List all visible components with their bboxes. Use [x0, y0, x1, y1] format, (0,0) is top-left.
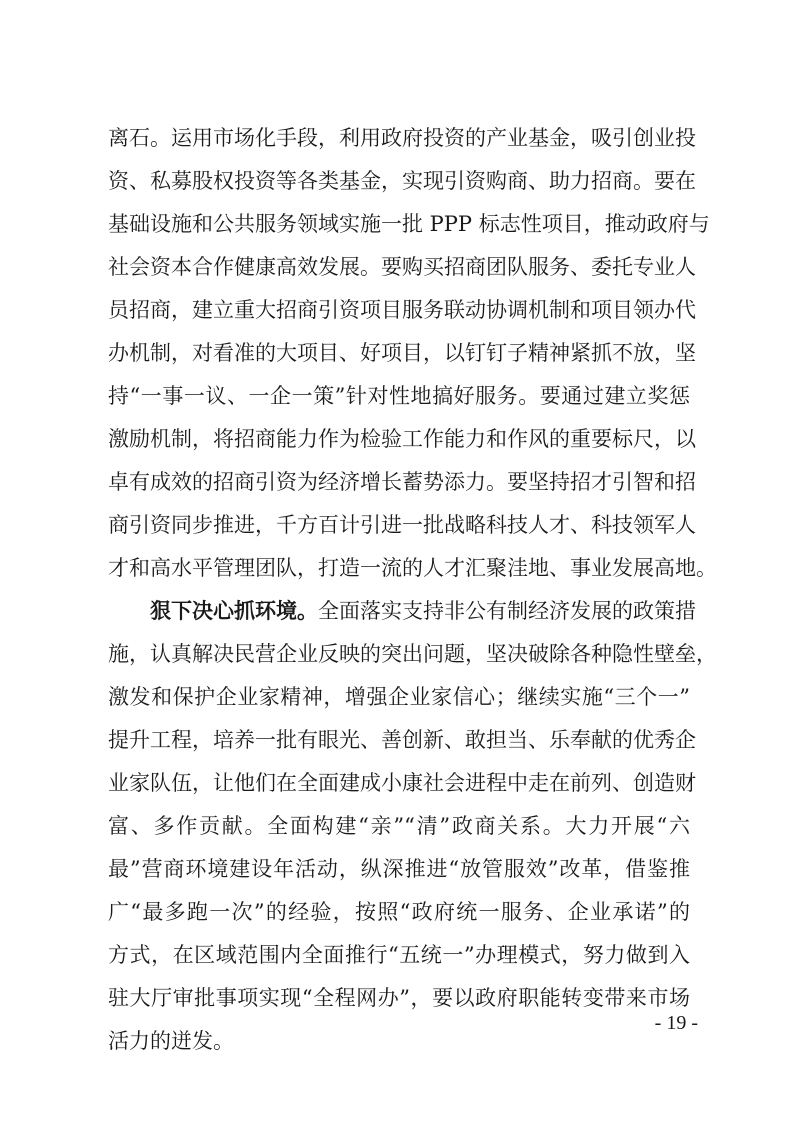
body-text-line: 持“一事一议、一企一策”针对性地搞好服务。要通过建立奖惩 — [108, 384, 690, 408]
body-text-line: 业家队伍，让他们在全面建成小康社会进程中走在前列、创造财 — [108, 771, 696, 795]
body-text-line: 提升工程，培养一批有眼光、善创新、敢担当、乐奉献的优秀企 — [108, 728, 696, 752]
body-text-line: 施，认真解决民营企业反映的突出问题，坚决破除各种隐性壁垒， — [108, 642, 717, 666]
paragraph-first-line — [150, 591, 696, 631]
body-text-line: 激励机制，将招商能力作为检验工作能力和作风的重要标尺，以 — [108, 427, 696, 451]
body-text-line: 卓有成效的招商引资为经济增长蓄势添力。要坚持招才引智和招 — [108, 470, 696, 494]
body-text-line: 办机制，对看准的大项目、好项目，以钉钉子精神紧抓不放，坚 — [108, 341, 696, 365]
body-text-line: 资、私募股权投资等各类基金，实现引资购商、助力招商。要在 — [108, 169, 696, 193]
body-text-line: 驻大厅审批事项实现“全程网办”，要以政府职能转变带来市场 — [108, 986, 690, 1010]
body-text-line: 最”营商环境建设年活动，纵深推进“放管服效”改革，借鉴推 — [108, 857, 690, 881]
body-text-span: 全面落实支持非公有制经济发展的政策措 — [318, 599, 696, 623]
body-text-line: 广“最多跑一次”的经验，按照“政府统一服务、企业承诺”的 — [108, 900, 690, 924]
body-text-line: 方式，在区域范围内全面推行“五统一”办理模式，努力做到入 — [108, 943, 690, 967]
body-text-line: 离石。运用市场化手段，利用政府投资的产业基金，吸引创业投 — [108, 126, 696, 150]
body-text-line: 活力的迸发。 — [108, 1029, 234, 1053]
body-text-line: 激发和保护企业家精神，增强企业家信心；继续实施“三个一” — [108, 685, 690, 709]
body-text-line: 基础设施和公共服务领域实施一批 PPP 标志性项目，推动政府与 — [108, 212, 710, 236]
page-number: - 19 - — [654, 1012, 698, 1034]
body-text-line: 才和高水平管理团队，打造一流的人才汇聚洼地、事业发展高地。 — [108, 556, 717, 580]
body-text-line: 社会资本合作健康高效发展。要购买招商团队服务、委托专业人 — [108, 255, 696, 279]
body-text-line: 员招商，建立重大招商引资项目服务联动协调机制和项目领办代 — [108, 298, 696, 322]
body-text-line: 商引资同步推进，千方百计引进一批战略科技人才、科技领军人 — [108, 513, 696, 537]
body-text-line: 富、多作贡献。全面构建“亲”“清”政商关系。大力开展“六 — [108, 814, 690, 838]
paragraph-heading: 狠下决心抓环境。 — [150, 599, 318, 623]
